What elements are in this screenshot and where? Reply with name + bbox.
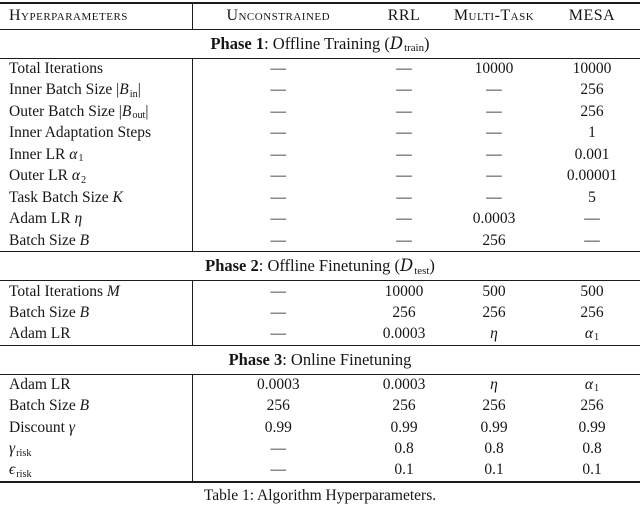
row-label: Adam LR — [9, 325, 71, 342]
cell-value: 10000 — [474, 60, 514, 77]
row-label: Inner Adaptation Steps — [9, 124, 152, 142]
cell-value: 256 — [482, 231, 506, 249]
cell-value: 0.0003 — [382, 325, 426, 342]
cell-value: 0.00001 — [566, 167, 618, 185]
cell-value: — — [486, 102, 502, 120]
table-row — [0, 123, 640, 145]
cell-value: 0.8 — [394, 440, 414, 458]
cell-value: — — [584, 210, 600, 228]
row-label: γrisk — [9, 440, 32, 459]
table-header — [0, 3, 640, 29]
cell-value: — — [486, 145, 502, 163]
cell-value: — — [486, 167, 502, 185]
table-row — [0, 281, 640, 303]
table-row — [0, 101, 640, 123]
cell-value: — — [486, 188, 502, 206]
cell-value: η — [490, 325, 498, 342]
cell-value: 0.0003 — [472, 210, 516, 228]
row-label: Outer Batch Size |Bout| — [9, 102, 149, 122]
cell-value: — — [192, 166, 364, 188]
table-row — [0, 230, 640, 252]
table-row — [0, 460, 640, 482]
section-title: Phase 2: Offline Finetuning (Dtest) — [0, 252, 640, 281]
cell-value: — — [486, 124, 502, 142]
header-hyperparameters: Hyperparameters — [0, 3, 192, 29]
cell-value: — — [192, 302, 364, 324]
cell-value: — — [192, 209, 364, 231]
cell-value: — — [192, 460, 364, 482]
cell-value: 256 — [392, 303, 416, 321]
section-title-row — [0, 252, 640, 281]
cell-value: 0.99 — [578, 418, 606, 436]
cell-value: η — [490, 376, 498, 393]
cell-value: 0.99 — [192, 417, 364, 439]
table-row — [0, 144, 640, 166]
row-label: Adam LR η — [9, 210, 83, 228]
cell-value: — — [396, 188, 412, 206]
table-body — [0, 29, 640, 482]
header-row — [0, 3, 640, 29]
row-label: Batch Size B — [9, 303, 90, 321]
cell-value: — — [486, 81, 502, 99]
table-row — [0, 58, 640, 80]
cell-value: 0.0003 — [192, 374, 364, 396]
row-label: Adam LR — [9, 376, 71, 393]
cell-value: — — [396, 81, 412, 99]
cell-value: 0.99 — [480, 418, 508, 436]
cell-value: 500 — [482, 282, 506, 300]
table-row — [0, 80, 640, 102]
table-row — [0, 324, 640, 346]
row-label: Discount γ — [9, 418, 75, 436]
section-title: Phase 1: Offline Training (Dtrain) — [0, 29, 640, 58]
row-label: Task Batch Size K — [9, 188, 123, 206]
table-row — [0, 166, 640, 188]
hyperparameters-table — [0, 2, 640, 483]
cell-value: — — [192, 439, 364, 461]
cell-value: 10000 — [384, 282, 424, 300]
cell-value: 0.99 — [390, 418, 418, 436]
section-title: Phase 3: Online Finetuning — [0, 345, 640, 374]
table-row — [0, 439, 640, 461]
cell-value: 0.8 — [484, 440, 504, 458]
row-label: Inner LR α1 — [9, 145, 84, 165]
header-col-multi-task: Multi-Task — [444, 3, 544, 29]
cell-value: 0.8 — [582, 440, 602, 458]
header-col-rrl: RRL — [364, 3, 444, 29]
cell-value: 256 — [482, 303, 506, 321]
row-label: ϵrisk — [9, 461, 32, 480]
cell-value: α1 — [584, 376, 600, 395]
cell-value: 0.001 — [574, 145, 610, 163]
section-title-row — [0, 29, 640, 58]
cell-value: 10000 — [572, 60, 612, 77]
cell-value: — — [396, 102, 412, 120]
cell-value: — — [192, 58, 364, 80]
cell-value: 256 — [482, 397, 506, 415]
cell-value: — — [192, 123, 364, 145]
table-caption: Table 1: Algorithm Hyperparameters. — [203, 486, 437, 504]
cell-value: 0.1 — [582, 461, 602, 479]
cell-value: — — [192, 324, 364, 346]
cell-value: — — [396, 167, 412, 185]
table-row — [0, 417, 640, 439]
cell-value: 0.1 — [394, 461, 414, 479]
section-title-row — [0, 345, 640, 374]
cell-value: — — [396, 145, 412, 163]
cell-value: 0.0003 — [382, 376, 426, 393]
cell-value: — — [192, 101, 364, 123]
cell-value: 1 — [588, 124, 596, 142]
cell-value: — — [584, 231, 600, 249]
cell-value: 256 — [192, 396, 364, 418]
cell-value: 0.1 — [484, 461, 504, 479]
cell-value: — — [192, 230, 364, 252]
cell-value: — — [396, 210, 412, 228]
cell-value: — — [192, 187, 364, 209]
table-row — [0, 302, 640, 324]
row-label: Inner Batch Size |Bin| — [9, 81, 141, 100]
table-row — [0, 374, 640, 396]
cell-value: — — [192, 80, 364, 102]
header-col-mesa: MESA — [544, 3, 640, 29]
cell-value: — — [192, 281, 364, 303]
cell-value: 256 — [580, 102, 604, 120]
table-row — [0, 396, 640, 418]
cell-value: — — [396, 60, 412, 77]
cell-value: — — [396, 124, 412, 142]
row-label: Total Iterations M — [9, 282, 120, 300]
row-label: Total Iterations — [9, 60, 104, 77]
row-label: Batch Size B — [9, 231, 90, 249]
table-row — [0, 187, 640, 209]
row-label: Batch Size B — [9, 397, 90, 415]
cell-value: 500 — [580, 282, 604, 300]
cell-value: 256 — [580, 81, 604, 99]
cell-value: 256 — [580, 303, 604, 321]
cell-value: 256 — [392, 397, 416, 415]
cell-value: — — [192, 144, 364, 166]
table-row — [0, 209, 640, 231]
cell-value: 5 — [588, 188, 596, 206]
row-label: Outer LR α2 — [9, 167, 87, 186]
cell-value: α1 — [584, 325, 600, 344]
cell-value: 256 — [580, 397, 604, 415]
header-col-unconstrained: Unconstrained — [192, 3, 364, 29]
cell-value: — — [396, 231, 412, 249]
